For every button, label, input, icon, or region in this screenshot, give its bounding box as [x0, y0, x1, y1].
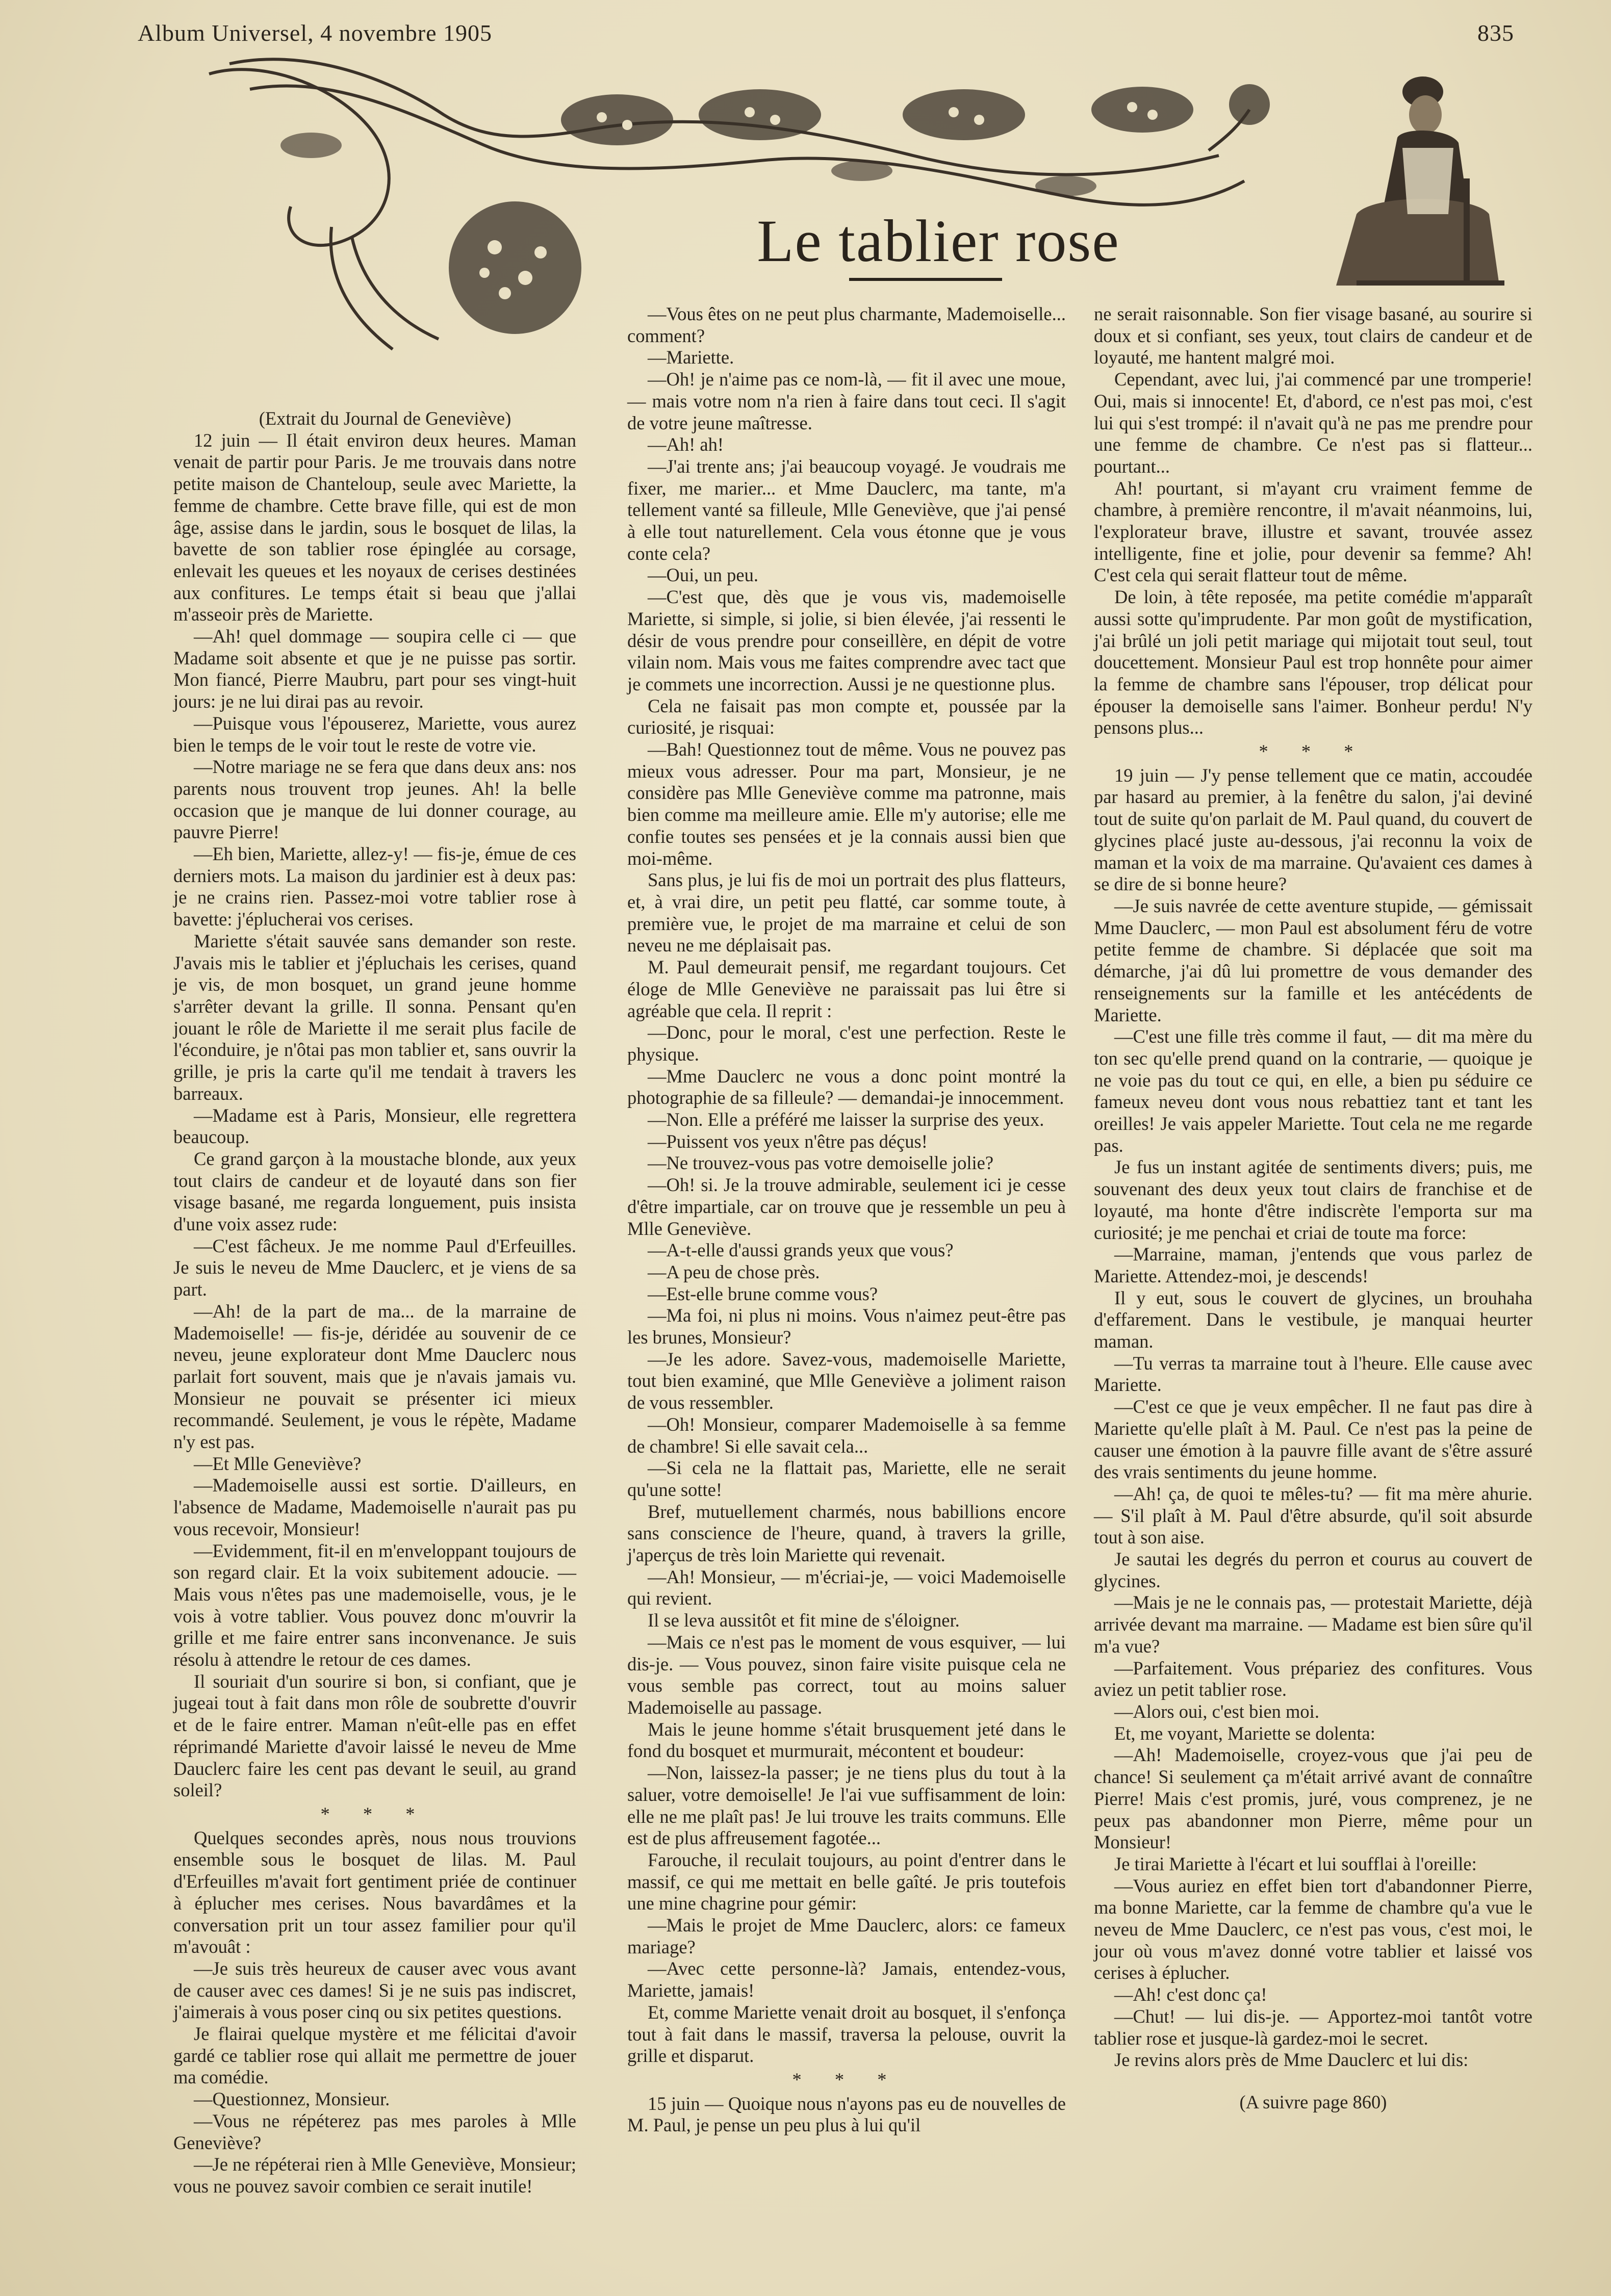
paragraph: Je revins alors près de Mme Dauclerc et lui dis: — [1114, 2049, 1469, 2071]
paragraph: —Mais ce n'est pas le moment de vous esquiver, — lui dis-je. — Vous pouvez, sinon faire visite puisque cela ne vous semble pas correct, tout au moins saluer Mademoiselle au passage. — [627, 1631, 1066, 1718]
paragraph: —Mais je ne le connais pas, — protestait Mariette, déjà arrivée devant ma marraine. — Madame est bien sûre qu'il m'a vue? — [1094, 1592, 1532, 1657]
paragraph: —Evidemment, fit-il en m'enveloppant toujours de son regard clair. Et la voix subitement adoucie. — Mais vous n'êtes pas une mademoiselle, vous, je le vois à votre tablier. Vous pouvez donc m'ouvrir la grille et me faire entrer sans inconvenance. Je suis résolu à attendre le retour de ces dames. — [173, 1540, 576, 1670]
paragraph: —Vous êtes on ne peut plus charmante, Mademoiselle... comment? — [627, 303, 1066, 346]
continuation-note: (A suivre page 860) — [1239, 2091, 1387, 2112]
paragraph: —Chut! — lui dis-je. — Apportez-moi tantôt votre tablier rose et jusque-là gardez-moi le secret. — [1094, 2005, 1532, 2049]
paragraph: —C'est une fille très comme il faut, — dit ma mère du ton sec qu'elle prend quand on la contrarie, — quoique je ne voie pas du tout ce qui, en elle, a bien pu séduire ce fameux neveu dont vous nous rebattiez tant et tant les oreilles! Je vais appeler Mariette. Tout cela ne me regarde pas. — [1094, 1026, 1532, 1156]
paragraph: —Ah! c'est donc ça! — [1114, 1984, 1267, 2005]
paragraph: —Ah! quel dommage — soupira celle ci — que Madame soit absente et que je ne puisse pas sortir. Mon fiancé, Pierre Maubru, part pour ses vingt-huit jours: je ne lui dirai pas au revoir. — [173, 626, 576, 712]
paragraph: Sans plus, je lui fis de moi un portrait des plus flatteurs, et, à vrai dire, un petit peu flatté, car somme toute, à première vue, le projet de ma marraine et celui de son neveu ne me déplaisait pas. — [627, 869, 1066, 956]
column-1 — [173, 408, 576, 2198]
paragraph: —C'est ce que je veux empêcher. Il ne faut pas dire à Mariette qu'elle plaît à M. Paul. Ce n'est pas la peine de causer une émotion à la pauvre fille avant de s'être assuré des vrais sentiments du jeune homme. — [1094, 1396, 1532, 1483]
paragraph: —Ah! Mademoiselle, croyez-vous que j'ai peu de chance! Si seulement ça m'était arrivé avant de connaître Pierre! Mais c'est promis, juré, vous comprenez, je ne peux pas abandonner mon Pierre, même pour un Monsieur! — [1094, 1744, 1532, 1853]
paragraph: —Puissent vos yeux n'être pas déçus! — [648, 1130, 928, 1152]
paragraph: —Alors oui, c'est bien moi. — [1114, 1701, 1319, 1722]
paragraph: Il se leva aussitôt et fit mine de s'éloigner. — [648, 1610, 960, 1631]
paragraph: —Si cela ne la flattait pas, Mariette, elle ne serait qu'une sotte! — [627, 1457, 1066, 1500]
column-3 — [1094, 303, 1532, 2113]
paragraph: 12 juin — Il était environ deux heures. Maman venait de partir pour Paris. Je me trouvais dans notre petite maison de Chanteloup, seule avec Mariette, la femme de chambre. Cette brave fille, qui est de mon âge, assise dans le jardin, sous le bosquet de lilas, la bavette de son tablier rose épinglée au corsage, enlevait les queues et les noyaux de cerises destinées aux confitures. Le temps était si beau que j'allai m'asseoir près de Mariette. — [173, 429, 576, 625]
paragraph: —Non. Elle a préféré me laisser la surprise des yeux. — [648, 1109, 1044, 1130]
paragraph: —Ma foi, ni plus ni moins. Vous n'aimez peut-être pas les brunes, Monsieur? — [627, 1305, 1066, 1348]
paragraph: Quelques secondes après, nous nous trouvions ensemble sous le bosquet de lilas. M. Paul d'Erfeuilles m'avait fort gentiment priée de continuer à éplucher mes cerises. Nous bavardâmes et la conversation prit un tour assez familier pour qu'il m'avouât : — [173, 1827, 576, 1957]
paragraph: —Je suis navrée de cette aventure stupide, — gémissait Mme Dauclerc, — mon Paul est absolument féru de votre petite femme de chambre. Si déplacée que soit ma démarche, j'ai dû lui promettre de vous demander des renseignements sur la famille et les antécédents de Mariette. — [1094, 895, 1532, 1025]
seated-woman-illustration — [1326, 61, 1504, 291]
paragraph: —Avec cette personne-là? Jamais, entendez-vous, Mariette, jamais! — [627, 1958, 1066, 2001]
paragraph: —C'est fâcheux. Je me nomme Paul d'Erfeuilles. Je suis le neveu de Mme Dauclerc, et je viens de sa part. — [173, 1235, 576, 1300]
paragraph: Je fus un instant agitée de sentiments divers; puis, me souvenant des deux yeux tout clairs de franchise et de loyauté, ma honte d'être indiscrète l'emporta sur ma curiosité; je me penchai et criai de toute ma force: — [1094, 1156, 1532, 1243]
paragraph: Je tirai Mariette à l'écart et lui soufflai à l'oreille: — [1114, 1853, 1477, 1874]
paragraph: —Puisque vous l'épouserez, Mariette, vous aurez bien le temps de le voir tout le reste de votre vie. — [173, 712, 576, 756]
paragraph: —Madame est à Paris, Monsieur, elle regrettera beaucoup. — [173, 1104, 576, 1148]
paragraph: ne serait raisonnable. Son fier visage basané, au sourire si doux et si confiant, ses yeux, tout clairs de candeur et de loyauté, me hantent malgré moi. — [1094, 303, 1532, 368]
paragraph: —Eh bien, Mariette, allez-y! — fis-je, émue de ces derniers mots. La maison du jardinier est à deux pas: je ne crains rien. Passez-moi votre tablier rose à bavette: j'éplucherai vos cerises. — [173, 843, 576, 930]
paragraph: —Questionnez, Monsieur. — [194, 2088, 390, 2110]
paragraph: Ah! pourtant, si m'ayant cru vraiment femme de chambre, à première rencontre, il m'avait néanmoins, lui, l'explorateur brave, illustre et savant, trouvée assez intelligente, fine et jolie, pour devenir sa femme? Ah! C'est cela qui serait flatteur tout de même. — [1094, 477, 1532, 586]
paragraph: Il souriait d'un sourire si bon, si confiant, que je jugeai tout à fait dans mon rôle de soubrette d'ouvrir et de le faire entrer. Maman n'eût-elle pas en effet réprimandé Mariette d'avoir laissé le neveu de Mme Dauclerc faire les cent pas devant le seuil, au grand soleil? — [173, 1670, 576, 1801]
article-title: Le tablier rose — [757, 208, 1120, 274]
title-rule — [849, 278, 1002, 281]
column-2 — [627, 303, 1066, 2136]
paragraph: Je flairai quelque mystère et me félicitai d'avoir gardé ce tablier rose qui allait me permettre de jouer ma comédie. — [173, 2023, 576, 2088]
paragraph: —Mme Dauclerc ne vous a donc point montré la photographie de sa filleule? — demandai-je innocemment. — [627, 1065, 1066, 1108]
paragraph: Je sautai les degrés du perron et courus au couvert de glycines. — [1094, 1549, 1532, 1591]
paragraph: —Je les adore. Savez-vous, mademoiselle Mariette, tout bien examiné, que Mlle Geneviève a joliment raison de vous ressembler. — [627, 1348, 1066, 1413]
paragraph: —Notre mariage ne se fera que dans deux ans: nos parents nous trouvent trop jeunes. Ah! la belle occasion que je manque de lui donner courage, au pauvre Pierre! — [173, 756, 576, 843]
paragraph: Cela ne faisait pas mon compte et, poussée par la curiosité, je risquai: — [627, 695, 1066, 738]
paragraph: —C'est que, dès que je vous vis, mademoiselle Mariette, si simple, si jolie, si bien élevée, j'ai ressenti le désir de vous prendre pour conseillère, en dépit de votre vilain nom. Mais vous me faites comprendre avec tact que je commets une incorrection. Aussi je ne questionne plus. — [627, 586, 1066, 694]
paragraph: —Mariette. — [648, 347, 734, 368]
paragraph: Et, comme Mariette venait droit au bosquet, il s'enfonça tout à fait dans le massif, traversa la pelouse, ouvrit la grille et disparut. — [627, 2001, 1066, 2067]
paragraph: —Je suis très heureux de causer avec vous avant de causer avec ces dames! Si je ne suis pas indiscret, j'aimerais à vous poser cinq ou six petites questions. — [173, 1957, 576, 2023]
running-head — [138, 19, 1514, 50]
paragraph: —Ah! ça, de quoi te mêles-tu? — fit ma mère ahurie. — S'il plaît à M. Paul d'être absurde, qu'il soit absurde tout à son aise. — [1094, 1483, 1532, 1548]
paragraph: 19 juin — J'y pense tellement que ce matin, accoudée par hasard au premier, à la fenêtre du salon, j'ai deviné tout de suite qu'on parlait de M. Paul quand, du couvert de glycines placé juste au-dessous, j'ai reconnu la voix de maman et la voix de ma marraine. Qu'avaient ces dames à se dire de si bonne heure? — [1094, 764, 1532, 895]
paragraph: Et, me voyant, Mariette se dolenta: — [1114, 1722, 1375, 1744]
paragraph: —Tu verras ta marraine tout à l'heure. Elle cause avec Mariette. — [1094, 1352, 1532, 1396]
paragraph: —Et Mlle Geneviève? — [194, 1453, 362, 1474]
paragraph: —A peu de chose près. — [648, 1261, 820, 1282]
paragraph: —A-t-elle d'aussi grands yeux que vous? — [648, 1240, 954, 1261]
paragraph: —Ah! ah! — [648, 434, 724, 455]
section-break: * * * — [320, 1803, 429, 1824]
paragraph: Bref, mutuellement charmés, nous babillions encore sans conscience de l'heure, quand, à travers la grille, j'aperçus de très loin Mariette qui revenait. — [627, 1501, 1066, 1566]
paragraph: Ce grand garçon à la moustache blonde, aux yeux tout clairs de candeur et de loyauté dans son fier visage basané, me regarda longuement, puis insista d'une voix assez rude: — [173, 1148, 576, 1235]
paragraph: —Je ne répéterai rien à Mlle Geneviève, Monsieur; vous ne pouvez savoir combien ce serait inutile! — [173, 2154, 576, 2197]
section-break: * * * — [792, 2069, 901, 2090]
paragraph: —Bah! Questionnez tout de même. Vous ne pouvez pas mieux vous adresser. Pour ma part, Monsieur, je ne considère pas Mlle Geneviève comme ma patronne, mais bien comme ma meilleure amie. Elle m'y autorise; elle me confie toutes ses pensées et je la connais aussi bien que moi-même. — [627, 739, 1066, 869]
section-break: * * * — [1259, 741, 1368, 762]
paragraph: Cependant, avec lui, j'ai commencé par une tromperie! Oui, mais si innocente! Et, d'abord, ce n'est pas moi, c'est lui qui s'est trompé: il n'avait qu'à ne pas me prendre pour une femme de chambre. Ce n'est pas si flatteur... pourtant... — [1094, 369, 1532, 477]
paragraph: —Parfaitement. Vous prépariez des confitures. Vous aviez un petit tablier rose. — [1094, 1657, 1532, 1700]
paragraph: —Mademoiselle aussi est sortie. D'ailleurs, en l'absence de Madame, Mademoiselle n'aurait pas pu vous recevoir, Monsieur! — [173, 1475, 576, 1539]
paragraph: —Donc, pour le moral, c'est une perfection. Reste le physique. — [627, 1022, 1066, 1065]
paragraph: —Ah! de la part de ma... de la marraine de Mademoiselle! — fis-je, déridée au souvenir de ce neveu, jeune explorateur dont Mme Dauclerc nous parlait fort souvent, mais que je n'avais jamais vu. Monsieur ne pouvait se présenter ici mieux recommandé. Seulement, je vous le répète, Madame n'y est pas. — [173, 1300, 576, 1453]
paragraph: M. Paul demeurait pensif, me regardant toujours. Cet éloge de Mlle Geneviève ne paraissait pas lui être si agréable que cela. Il reprit : — [627, 957, 1066, 1021]
paragraph: —Ne trouvez-vous pas votre demoiselle jolie? — [648, 1152, 994, 1174]
paragraph: —Oh! je n'aime pas ce nom-là, — fit il avec une moue, — mais votre nom n'a rien à faire dans tout ceci. Il s'agit de votre jeune maîtresse. — [627, 369, 1066, 433]
paragraph: Mariette s'était sauvée sans demander son reste. J'avais mis le tablier et j'épluchais les cerises, quand je vis, de mon bosquet, un grand jeune homme s'arrêter devant la grille. Il sonna. Pensant qu'en jouant le rôle de Mariette il me serait plus facile de l'éconduire, je n'ôtai pas mon tablier et, sans ouvrir la grille, je pris la carte qu'il me tendait à travers les barreaux. — [173, 930, 576, 1104]
publication-line: Album Universel, 4 novembre 1905 — [138, 20, 493, 46]
paragraph: Farouche, il reculait toujours, au point d'entrer dans le massif, ce qui me mettait en belle gaîté. Je pris toutefois une mine chagrine pour gémir: — [627, 1849, 1066, 1914]
paragraph: —J'ai trente ans; j'ai beaucoup voyagé. Je voudrais me fixer, me marier... et Mme Dauclerc, ma tante, m'a tellement vanté sa filleule, Mlle Geneviève, que j'ai pensé à elle tout naturellement. Cela vous étonne que je vous conte cela? — [627, 455, 1066, 564]
page-number: 835 — [1477, 20, 1514, 46]
paragraph: —Ah! Monsieur, — m'écriai-je, — voici Mademoiselle qui revient. — [627, 1566, 1066, 1609]
article-subtitle: (Extrait du Journal de Geneviève) — [259, 408, 512, 429]
paragraph: —Mais le projet de Mme Dauclerc, alors: ce fameux mariage? — [627, 1915, 1066, 1957]
paragraph: De loin, à tête reposée, ma petite comédie m'apparaît aussi sotte qu'imprudente. Par mon goût de mystification, j'ai brûlé un joli petit mariage qui mijotait tout seul, tout doucettement. Monsieur Paul est trop honnête pour aimer la femme de chambre sans l'épouser, trop délicat pour épouser la demoiselle sans l'aimer. Bonheur perdu! N'y pensons plus... — [1094, 586, 1532, 738]
paragraph: —Vous ne répéterez pas mes paroles à Mlle Geneviève? — [173, 2110, 576, 2153]
paragraph: —Vous auriez en effet bien tort d'abandonner Pierre, ma bonne Mariette, car la femme de chambre qu'a vue le neveu de Mme Dauclerc, ce n'est pas vous, c'est moi, le jour où vous m'avez donné votre tablier et laissé vos cerises à éplucher. — [1094, 1875, 1532, 1983]
paragraph: —Oui, un peu. — [648, 564, 758, 586]
paragraph: —Non, laissez-la passer; je ne tiens plus du tout à la saluer, votre demoiselle! Je l'ai vue suffisamment de loin: elle ne me plaît pas! Je lui trouve les traits communs. Elle est de plus affreusement fagotée... — [627, 1762, 1066, 1849]
paragraph: Il y eut, sous le couvert de glycines, un brouhaha d'effarement. Dans le vestibule, je manquai heurter maman. — [1094, 1287, 1532, 1352]
paragraph: —Marraine, maman, j'entends que vous parlez de Mariette. Attendez-moi, je descends! — [1094, 1244, 1532, 1286]
paragraph: Mais le jeune homme s'était brusquement jeté dans le fond du bosquet et murmurait, mécontent et boudeur: — [627, 1718, 1066, 1762]
paragraph: 15 juin — Quoique nous n'ayons pas eu de nouvelles de M. Paul, je pense un peu plus à lui qu'il — [627, 2093, 1066, 2136]
paragraph: —Est-elle brune comme vous? — [648, 1283, 878, 1304]
paragraph: —Oh! Monsieur, comparer Mademoiselle à sa femme de chambre! Si elle savait cela... — [627, 1413, 1066, 1457]
paragraph: —Oh! si. Je la trouve admirable, seulement ici je cesse d'être impartiale, car on trouve que je ressemble un peu à Mlle Geneviève. — [627, 1174, 1066, 1239]
